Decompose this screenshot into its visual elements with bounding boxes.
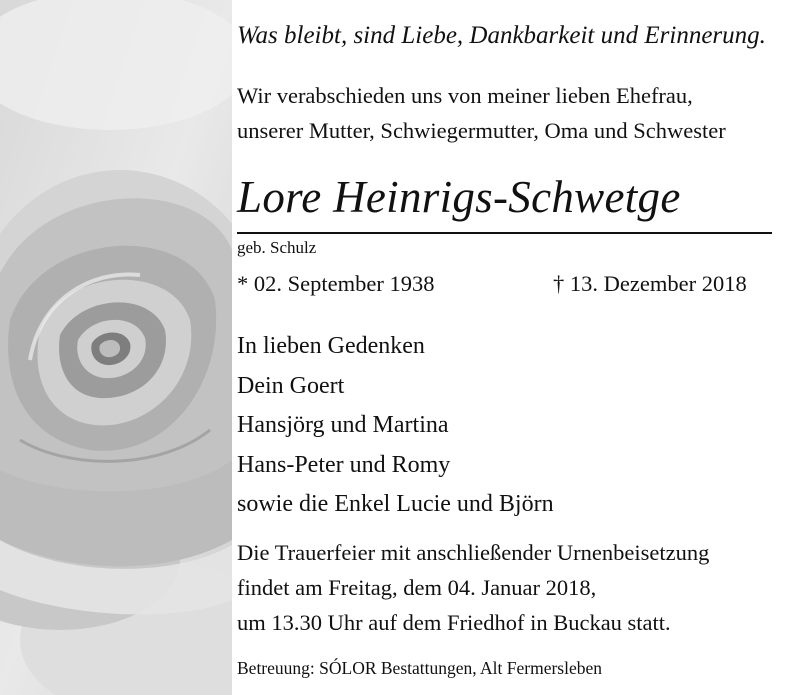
funeral-line: findet am Freitag, dem 04. Januar 2018, xyxy=(237,575,597,600)
mourner-line: sowie die Enkel Lucie und Björn xyxy=(237,491,554,517)
mourner-line: Dein Goert xyxy=(237,372,345,399)
undertaker-credit: Betreuung: SÓLOR Bestattungen, Alt Fermersleben xyxy=(237,658,603,678)
intro-text xyxy=(237,78,726,148)
mourners-list xyxy=(237,327,554,525)
deceased-name: Lore Heinrigs-Schwetge xyxy=(237,172,681,222)
motto: Was bleibt, sind Liebe, Dankbarkeit und Erinnerung. xyxy=(237,22,766,49)
funeral-line: um 13.30 Uhr auf dem Friedhof in Buckau statt. xyxy=(237,610,671,635)
intro-line: Wir verabschieden uns von meiner lieben Ehefrau, xyxy=(237,83,693,108)
birth-name: geb. Schulz xyxy=(237,238,317,257)
mourner-line: Hansjörg und Martina xyxy=(237,412,449,438)
rose-image xyxy=(0,0,232,695)
name-divider xyxy=(237,232,772,234)
mourner-line: In lieben Gedenken xyxy=(237,333,425,359)
funeral-line: Die Trauerfeier mit anschließender Urnenbeisetzung xyxy=(237,540,710,565)
death-date: † 13. Dezember 2018 xyxy=(553,271,747,296)
mourner-line: Hans-Peter und Romy xyxy=(237,451,451,478)
intro-line: unserer Mutter, Schwiegermutter, Oma und Schwester xyxy=(237,118,726,143)
funeral-notice xyxy=(237,535,709,640)
birth-date: * 02. September 1938 xyxy=(237,271,435,296)
